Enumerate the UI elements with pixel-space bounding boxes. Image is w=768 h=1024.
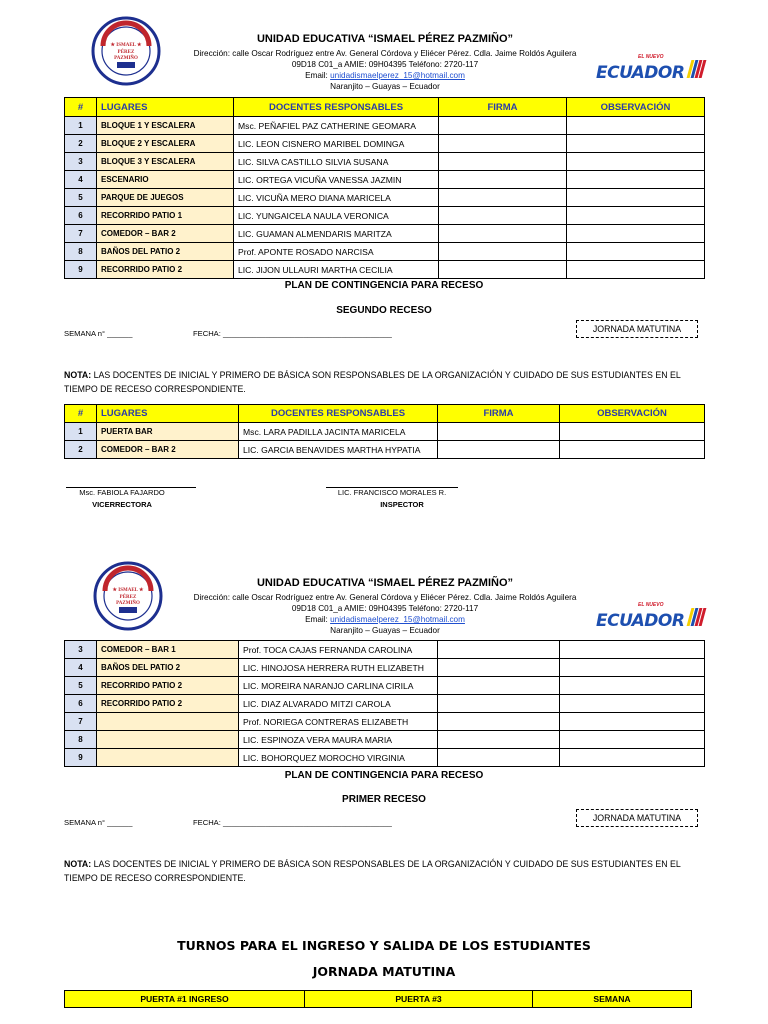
row-place bbox=[97, 731, 239, 749]
col-observacion: OBSERVACIÓN bbox=[567, 98, 705, 117]
table-header-row bbox=[65, 405, 705, 423]
table-row bbox=[65, 189, 705, 207]
turnos-header-row bbox=[65, 991, 692, 1008]
row-number: 3 bbox=[65, 641, 97, 659]
nota-2 bbox=[64, 857, 704, 885]
ecuador-logo-1 bbox=[596, 54, 705, 83]
observation-cell[interactable] bbox=[567, 135, 705, 153]
signature-cell[interactable] bbox=[438, 731, 560, 749]
row-number: 9 bbox=[65, 749, 97, 767]
observation-cell[interactable] bbox=[560, 731, 705, 749]
row-teacher: Msc. PEÑAFIEL PAZ CATHERINE GEOMARA bbox=[234, 117, 439, 135]
row-teacher: LIC. ESPINOZA VERA MAURA MARIA bbox=[239, 731, 438, 749]
row-number: 7 bbox=[65, 713, 97, 731]
row-place: RECORRIDO PATIO 2 bbox=[97, 261, 234, 279]
col-lugares: LUGARES bbox=[97, 405, 239, 423]
signature-cell[interactable] bbox=[439, 135, 567, 153]
observation-cell[interactable] bbox=[560, 441, 705, 459]
col-num: # bbox=[65, 98, 97, 117]
signature-cell[interactable] bbox=[439, 207, 567, 225]
row-teacher: LIC. GUAMAN ALMENDARIS MARITZA bbox=[234, 225, 439, 243]
signature-cell[interactable] bbox=[438, 677, 560, 695]
table-row bbox=[65, 731, 705, 749]
row-teacher: LIC. HINOJOSA HERRERA RUTH ELIZABETH bbox=[239, 659, 438, 677]
table-row bbox=[65, 243, 705, 261]
col-lugares: LUGARES bbox=[97, 98, 234, 117]
signature-cell[interactable] bbox=[438, 749, 560, 767]
signature-cell[interactable] bbox=[439, 225, 567, 243]
school-location: Naranjito – Guayas – Ecuador bbox=[330, 626, 440, 635]
recess-subtitle-first: PRIMER RECESO bbox=[342, 794, 426, 805]
table-row bbox=[65, 225, 705, 243]
observation-cell[interactable] bbox=[560, 659, 705, 677]
table-first-recess-duties bbox=[64, 97, 705, 279]
observation-cell[interactable] bbox=[567, 207, 705, 225]
table-row bbox=[65, 207, 705, 225]
school-email-link[interactable]: unidadismaelperez_15@hotmail.com bbox=[330, 615, 465, 624]
col-firma: FIRMA bbox=[439, 98, 567, 117]
signature-role-inspector: INSPECTOR bbox=[380, 500, 424, 509]
signature-cell[interactable] bbox=[438, 441, 560, 459]
row-number: 4 bbox=[65, 171, 97, 189]
row-teacher: LIC. GARCIA BENAVIDES MARTHA HYPATIA bbox=[239, 441, 438, 459]
ecuador-wordmark: ECUADOR bbox=[596, 63, 685, 83]
col-docentes: DOCENTES RESPONSABLES bbox=[234, 98, 439, 117]
row-number: 8 bbox=[65, 731, 97, 749]
table-row bbox=[65, 117, 705, 135]
school-header-1 bbox=[160, 33, 610, 92]
col-firma: FIRMA bbox=[438, 405, 560, 423]
flag-stripes-icon bbox=[689, 613, 705, 630]
semana-field-1[interactable]: SEMANA n° ______ bbox=[64, 329, 133, 338]
school-email-link[interactable]: unidadismaelperez_15@hotmail.com bbox=[330, 71, 465, 80]
table-row bbox=[65, 677, 705, 695]
observation-cell[interactable] bbox=[567, 117, 705, 135]
observation-cell[interactable] bbox=[560, 749, 705, 767]
signature-cell[interactable] bbox=[439, 261, 567, 279]
turnos-title: TURNOS PARA EL INGRESO Y SALIDA DE LOS ESTUDIANTES bbox=[177, 938, 591, 953]
school-name: UNIDAD EDUCATIVA “ISMAEL PÉREZ PAZMIÑO” bbox=[256, 577, 514, 589]
col-puerta-1: PUERTA #1 INGRESO bbox=[65, 991, 305, 1008]
signature-cell[interactable] bbox=[439, 117, 567, 135]
fecha-field-2[interactable]: FECHA: ________________________________________ bbox=[193, 818, 392, 827]
row-place bbox=[97, 713, 239, 731]
col-semana: SEMANA bbox=[533, 991, 692, 1008]
row-teacher: LIC. BOHORQUEZ MOROCHO VIRGINIA bbox=[239, 749, 438, 767]
row-place: BLOQUE 2 Y ESCALERA bbox=[97, 135, 234, 153]
school-location: Naranjito – Guayas – Ecuador bbox=[330, 82, 440, 91]
table-row bbox=[65, 749, 705, 767]
jornada-box-1: JORNADA MATUTINA bbox=[576, 320, 698, 338]
row-number: 1 bbox=[65, 117, 97, 135]
nota-text: LAS DOCENTES DE INICIAL Y PRIMERO DE BÁSICA SON RESPONSABLES DE LA ORGANIZACIÓN Y CUIDADO DE SUS ESTUDIANTES EN EL TIEMPO DE RECESO CORRESPONDIENTE. bbox=[64, 859, 681, 883]
row-place: ESCENARIO bbox=[97, 171, 234, 189]
nota-label: NOTA: bbox=[64, 859, 92, 869]
school-address: Dirección: calle Oscar Rodríguez entre Av. General Córdova y Eliécer Pérez. Cdla. Jaime Roldós Aguilera bbox=[193, 593, 577, 602]
signature-role-vicerrectora: VICERRECTORA bbox=[92, 500, 152, 509]
observation-cell[interactable] bbox=[567, 171, 705, 189]
row-number: 8 bbox=[65, 243, 97, 261]
semana-field-2[interactable]: SEMANA n° ______ bbox=[64, 818, 133, 827]
row-place: COMEDOR – BAR 1 bbox=[97, 641, 239, 659]
flag-stripes-icon bbox=[689, 65, 705, 82]
row-place bbox=[97, 749, 239, 767]
nota-label: NOTA: bbox=[64, 370, 92, 380]
row-number: 6 bbox=[65, 695, 97, 713]
email-label: Email: bbox=[305, 615, 328, 624]
row-number: 4 bbox=[65, 659, 97, 677]
col-puerta-3: PUERTA #3 bbox=[305, 991, 533, 1008]
table-row bbox=[65, 423, 705, 441]
table-row bbox=[65, 713, 705, 731]
observation-cell[interactable] bbox=[560, 713, 705, 731]
row-number: 7 bbox=[65, 225, 97, 243]
nota-1 bbox=[64, 368, 704, 396]
table-row bbox=[65, 441, 705, 459]
signature-cell[interactable] bbox=[439, 189, 567, 207]
row-teacher: LIC. ORTEGA VICUÑA VANESSA JAZMIN bbox=[234, 171, 439, 189]
row-number: 5 bbox=[65, 189, 97, 207]
svg-text:★ ISMAEL ★: ★ ISMAEL ★ bbox=[112, 588, 144, 593]
row-teacher: LIC. SILVA CASTILLO SILVIA SUSANA bbox=[234, 153, 439, 171]
svg-text:PÉREZ: PÉREZ bbox=[119, 595, 137, 600]
row-place: COMEDOR – BAR 2 bbox=[97, 441, 239, 459]
observation-cell[interactable] bbox=[560, 641, 705, 659]
signature-cell[interactable] bbox=[438, 641, 560, 659]
observation-cell[interactable] bbox=[560, 695, 705, 713]
svg-text:PAZMIÑO: PAZMIÑO bbox=[114, 56, 138, 61]
fecha-field-1[interactable]: FECHA: ________________________________________ bbox=[193, 329, 392, 338]
signature-cell[interactable] bbox=[439, 153, 567, 171]
email-label: Email: bbox=[305, 71, 328, 80]
row-place: RECORRIDO PATIO 2 bbox=[97, 695, 239, 713]
row-place: PARQUE DE JUEGOS bbox=[97, 189, 234, 207]
row-number: 2 bbox=[65, 135, 97, 153]
ecuador-logo-2 bbox=[596, 602, 705, 631]
row-teacher: Prof. TOCA CAJAS FERNANDA CAROLINA bbox=[239, 641, 438, 659]
ecuador-tag: EL NUEVO bbox=[638, 602, 664, 608]
row-number: 2 bbox=[65, 441, 97, 459]
table-header-row bbox=[65, 98, 705, 117]
table-second-recess-duties bbox=[64, 404, 705, 459]
col-num: # bbox=[65, 405, 97, 423]
school-codes: 09D18 C01_a AMIE: 09H04395 Teléfono: 2720-117 bbox=[291, 60, 479, 69]
nota-text: LAS DOCENTES DE INICIAL Y PRIMERO DE BÁSICA SON RESPONSABLES DE LA ORGANIZACIÓN Y CUIDADO DE SUS ESTUDIANTES EN EL TIEMPO DE RECESO CORRESPONDIENTE. bbox=[64, 370, 681, 394]
row-place: BAÑOS DEL PATIO 2 bbox=[97, 243, 234, 261]
table-row bbox=[65, 261, 705, 279]
turnos-table bbox=[64, 990, 692, 1008]
school-name: UNIDAD EDUCATIVA “ISMAEL PÉREZ PAZMIÑO” bbox=[256, 33, 514, 45]
row-number: 3 bbox=[65, 153, 97, 171]
row-teacher: LIC. JIJON ULLAURI MARTHA CECILIA bbox=[234, 261, 439, 279]
signature-cell[interactable] bbox=[438, 423, 560, 441]
signature-cell[interactable] bbox=[439, 171, 567, 189]
row-place: BLOQUE 1 Y ESCALERA bbox=[97, 117, 234, 135]
school-email-line bbox=[160, 70, 610, 81]
observation-cell[interactable] bbox=[567, 153, 705, 171]
plan-title-2: PLAN DE CONTINGENCIA PARA RECESO bbox=[284, 770, 484, 781]
row-place: RECORRIDO PATIO 2 bbox=[97, 677, 239, 695]
row-place: COMEDOR – BAR 2 bbox=[97, 225, 234, 243]
table-row bbox=[65, 171, 705, 189]
row-teacher: LIC. DIAZ ALVARADO MITZI CAROLA bbox=[239, 695, 438, 713]
row-place: RECORRIDO PATIO 1 bbox=[97, 207, 234, 225]
row-teacher: LIC. MOREIRA NARANJO CARLINA CIRILA bbox=[239, 677, 438, 695]
row-teacher: Msc. LARA PADILLA JACINTA MARICELA bbox=[239, 423, 438, 441]
school-header-2 bbox=[160, 577, 610, 636]
row-teacher: Prof. APONTE ROSADO NARCISA bbox=[234, 243, 439, 261]
row-teacher: LIC. YUNGAICELA NAULA VERONICA bbox=[234, 207, 439, 225]
signature-cell[interactable] bbox=[439, 243, 567, 261]
ecuador-wordmark: ECUADOR bbox=[596, 611, 685, 631]
row-number: 5 bbox=[65, 677, 97, 695]
row-teacher: LIC. LEON CISNERO MARIBEL DOMINGA bbox=[234, 135, 439, 153]
row-place: BAÑOS DEL PATIO 2 bbox=[97, 659, 239, 677]
svg-text:PAZMIÑO: PAZMIÑO bbox=[116, 601, 140, 606]
row-number: 9 bbox=[65, 261, 97, 279]
observation-cell[interactable] bbox=[567, 189, 705, 207]
school-email-line bbox=[160, 614, 610, 625]
table-row bbox=[65, 135, 705, 153]
observation-cell[interactable] bbox=[567, 261, 705, 279]
ecuador-tag: EL NUEVO bbox=[638, 54, 664, 60]
row-place: PUERTA BAR bbox=[97, 423, 239, 441]
recess-subtitle-second: SEGUNDO RECESO bbox=[336, 305, 432, 316]
jornada-box-2: JORNADA MATUTINA bbox=[576, 809, 698, 827]
signature-name-inspector: LIC. FRANCISCO MORALES R. bbox=[337, 488, 447, 497]
table-row bbox=[65, 641, 705, 659]
col-observacion: OBSERVACIÓN bbox=[560, 405, 705, 423]
svg-text:PÉREZ: PÉREZ bbox=[117, 50, 135, 55]
observation-cell[interactable] bbox=[567, 225, 705, 243]
signature-cell[interactable] bbox=[438, 659, 560, 677]
col-docentes: DOCENTES RESPONSABLES bbox=[239, 405, 438, 423]
school-codes: 09D18 C01_a AMIE: 09H04395 Teléfono: 2720-117 bbox=[291, 604, 479, 613]
row-teacher: LIC. VICUÑA MERO DIANA MARICELA bbox=[234, 189, 439, 207]
row-place: BLOQUE 3 Y ESCALERA bbox=[97, 153, 234, 171]
table-continued-duties bbox=[64, 640, 705, 767]
observation-cell[interactable] bbox=[567, 243, 705, 261]
table-row bbox=[65, 153, 705, 171]
table-row bbox=[65, 659, 705, 677]
observation-cell[interactable] bbox=[560, 423, 705, 441]
plan-title-1: PLAN DE CONTINGENCIA PARA RECESO bbox=[284, 280, 484, 291]
turnos-subtitle: JORNADA MATUTINA bbox=[312, 964, 456, 979]
signature-cell[interactable] bbox=[438, 695, 560, 713]
school-seal-2 bbox=[93, 561, 163, 636]
signature-cell[interactable] bbox=[438, 713, 560, 731]
table-row bbox=[65, 695, 705, 713]
school-seal-1 bbox=[91, 16, 161, 91]
school-address: Dirección: calle Oscar Rodríguez entre Av. General Córdova y Eliécer Pérez. Cdla. Jaime Roldós Aguilera bbox=[193, 49, 577, 58]
observation-cell[interactable] bbox=[560, 677, 705, 695]
row-number: 6 bbox=[65, 207, 97, 225]
signature-name-vicerrectora: Msc. FABIOLA FAJARDO bbox=[79, 488, 165, 497]
row-teacher: Prof. NORIEGA CONTRERAS ELIZABETH bbox=[239, 713, 438, 731]
svg-text:★ ISMAEL ★: ★ ISMAEL ★ bbox=[110, 43, 142, 48]
row-number: 1 bbox=[65, 423, 97, 441]
